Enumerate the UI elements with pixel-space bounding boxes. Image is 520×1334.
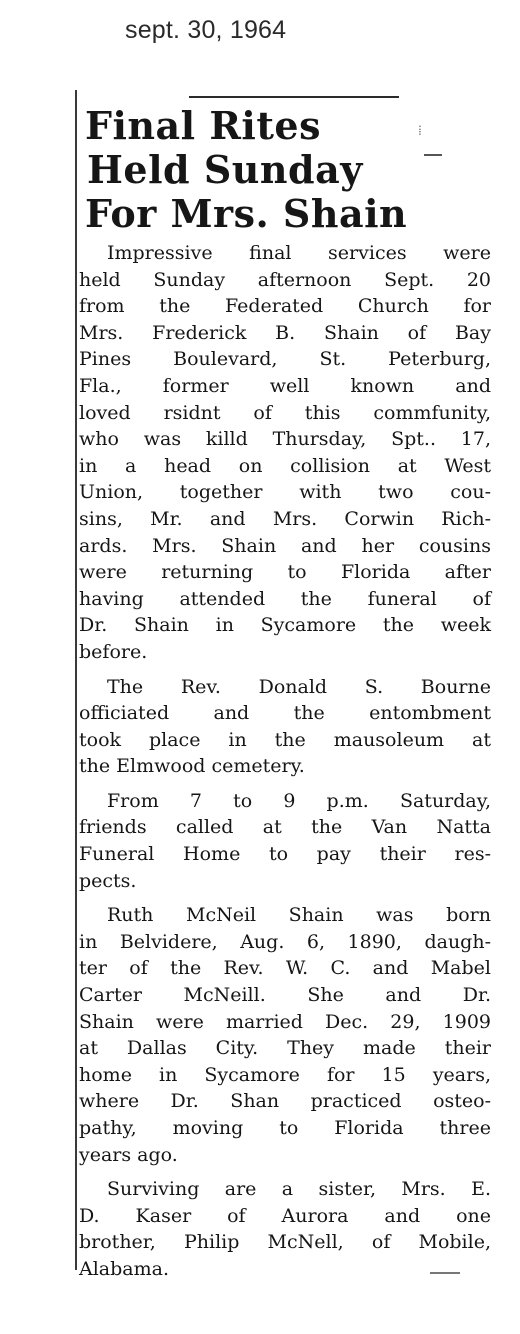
article-line: Dr. Shain in Sycamore the week [79,614,491,637]
article-line: held Sunday afternoon Sept. 20 [79,268,491,291]
article-line: where Dr. Shan practiced osteo- [79,1090,491,1113]
article-line: years ago. [79,1143,178,1166]
article-line: Fla., former well known and [79,374,491,397]
article-line: ter of the Rev. W. C. and Mabel [79,957,491,980]
article-line: in a head on collision at West [79,454,491,477]
article-line: ards. Mrs. Shain and her cousins [79,534,491,557]
article-line: before. [79,640,148,663]
article-line: Surviving are a sister, Mrs. E. [107,1178,491,1201]
article-line: Mrs. Frederick B. Shain of Bay [79,321,491,344]
top-rule [189,96,399,98]
article-line: Shain were married Dec. 29, 1909 [79,1010,491,1033]
article-line: the Elmwood cemetery. [79,755,305,778]
article-paragraph [79,240,491,666]
article-line: sins, Mr. and Mrs. Corwin Rich- [79,507,491,530]
article-paragraph [79,674,491,780]
article-line: The Rev. Donald S. Bourne [107,675,491,698]
article-line: loved rsidnt of this commfunity, [79,401,491,424]
article-line: friends called at the Van Natta [79,816,491,839]
end-mark [430,1272,460,1274]
article-line: Ruth McNeil Shain was born [107,904,491,927]
article-line: Carter McNeill. She and Dr. [79,984,491,1007]
article-line: took place in the mausoleum at [79,728,491,751]
article-line: From 7 to 9 p.m. Saturday, [107,789,491,812]
article-line: Alabama. [79,1257,169,1280]
article-line: pathy, moving to Florida three [79,1117,491,1139]
column-rule [75,90,77,1270]
article-line: Impressive final services were [107,242,491,264]
article-line: officiated and the entombment [79,702,491,725]
article-line: having attended the funeral of [79,587,491,610]
headline-line-2: Held Sunday [87,147,363,192]
handwritten-date: sept. 30, 1964 [125,16,287,44]
article-line: Union, together with two cou- [79,481,491,504]
headline [85,104,485,236]
article-line: in Belvidere, Aug. 6, 1890, daugh- [79,930,491,953]
stray-mark: ⁞ [418,124,422,139]
article-line: pects. [79,869,137,892]
article-line: Pines Boulevard, St. Peterburg, [79,348,491,371]
newspaper-clipping [55,84,495,1284]
headline-line-3: For Mrs. Shain [85,191,408,236]
article-line: who was killd Thursday, Spt.. 17, [79,428,491,451]
article-paragraph [79,902,491,1168]
article-line: from the Federated Church for [79,295,491,318]
article-line: home in Sycamore for 15 years, [79,1063,491,1086]
article-line: brother, Philip McNell, of Mobile, [79,1231,491,1254]
article-line: at Dallas City. They made their [79,1037,491,1060]
article-paragraph [79,1176,491,1282]
article-body [79,240,491,1291]
article-line: D. Kaser of Aurora and one [79,1204,491,1227]
article-line: Funeral Home to pay their res- [79,843,491,866]
article-paragraph [79,788,491,894]
article-line: were returning to Florida after [79,561,491,584]
headline-line-1: Final Rites [85,103,321,148]
